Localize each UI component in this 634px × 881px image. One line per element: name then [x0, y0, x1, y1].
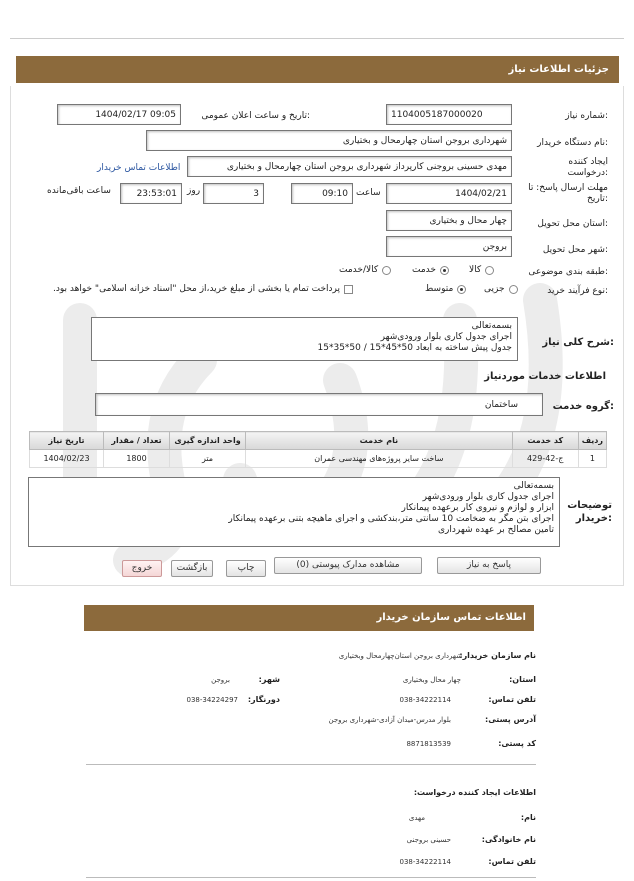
- service-group-label: گروه خدمت:: [552, 401, 614, 412]
- buyer-org-field: شهرداری بروجن استان چهارمحال و بختیاری: [146, 130, 512, 151]
- delivery-province-label: استان محل تحویل:: [537, 219, 608, 229]
- cell-unit: متر: [170, 450, 246, 468]
- page-header: جزئیات اطلاعات نیاز: [16, 56, 619, 83]
- bottom-divider: [86, 877, 536, 878]
- reply-button[interactable]: پاسخ به نیاز: [437, 557, 541, 574]
- table-row: [30, 450, 607, 468]
- buyer-notes-label-2: خریدار:: [575, 513, 612, 524]
- fax-value: 038-34224297: [186, 696, 238, 704]
- phone-label: تلفن تماس:: [488, 695, 536, 704]
- org-name-value: شهرداری بروجن استان‌چهارمحال و‌بختیاری: [338, 652, 462, 660]
- city-value: بروجن: [211, 676, 230, 684]
- requester-label-1: ایجاد کننده: [568, 157, 608, 167]
- goods-radio[interactable]: [485, 266, 494, 275]
- creator-name-label: نام:: [520, 813, 536, 822]
- requester-label-2: درخواست:: [567, 168, 608, 178]
- back-button[interactable]: بازگشت: [171, 560, 213, 577]
- province-label: استان:: [509, 675, 536, 684]
- category-option-goods[interactable]: کالا: [469, 265, 494, 275]
- requester-field: مهدی حسینی بروجنی کارپرداز شهرداری بروجن استان چهارمحال و بختیاری: [187, 156, 512, 177]
- col-service-name: نام خدمت: [246, 432, 513, 450]
- postal-code-label: کد پستی:: [498, 739, 536, 748]
- category-option-both[interactable]: کالا/خدمت: [339, 265, 391, 275]
- col-row: ردیف: [578, 432, 606, 450]
- cell-service-name: ساخت سایر پروژه‌های مهندسی عمران: [246, 450, 513, 468]
- creator-name-value: مهدی: [408, 814, 425, 822]
- city-label: شهر:: [258, 675, 280, 684]
- treasury-checkbox[interactable]: [344, 285, 353, 294]
- top-divider: [10, 38, 624, 39]
- print-button[interactable]: چاپ: [226, 560, 266, 577]
- postal-code-value: 8871813539: [406, 740, 451, 748]
- col-service-code: کد خدمت: [512, 432, 578, 450]
- deadline-day-label: روز: [187, 186, 201, 196]
- delivery-city-label: شهر محل تحویل:: [542, 245, 608, 255]
- contact-info-header: اطلاعات تماس سازمان خریدار: [84, 605, 534, 631]
- need-number-field: 1104005187000020: [386, 104, 512, 125]
- buyer-notes-label-1: توضیحات: [567, 500, 612, 511]
- service-radio[interactable]: [440, 266, 449, 275]
- deadline-time-field: 09:10: [291, 183, 353, 204]
- deadline-date-field: 1404/02/21: [386, 183, 512, 204]
- items-table-wrapper: [29, 431, 607, 468]
- org-name-label: نام سازمان خریدار:: [459, 651, 536, 660]
- cell-need-date: 1404/02/23: [30, 450, 104, 468]
- medium-radio[interactable]: [457, 285, 466, 294]
- deadline-days-field: 3: [203, 183, 264, 204]
- fax-label: دورنگار:: [247, 695, 280, 704]
- process-option-medium[interactable]: متوسط: [425, 284, 466, 294]
- cell-row: 1: [578, 450, 606, 468]
- treasury-payment-option[interactable]: پرداخت تمام یا بخشی از مبلغ خرید،از محل "اسناد خزانه اسلامی" خواهد بود.: [53, 284, 353, 294]
- remaining-time-field: 23:53:01: [120, 183, 182, 204]
- creator-info-title: اطلاعات ایجاد کننده درخواست:: [413, 788, 536, 797]
- cell-quantity: 1800: [104, 450, 170, 468]
- address-value: بلوار مدرس-میدان آزادی-شهرداری بروجن: [328, 716, 451, 724]
- services-section-title: اطلاعات خدمات موردنیاز: [484, 371, 606, 382]
- both-radio[interactable]: [382, 266, 391, 275]
- general-description-label: شرح کلی نیاز:: [542, 337, 614, 348]
- delivery-city-field: بروجن: [386, 236, 512, 257]
- exit-button[interactable]: خروج: [122, 560, 162, 577]
- minor-radio[interactable]: [509, 285, 518, 294]
- remaining-time-label: ساعت باقی‌مانده: [47, 186, 111, 196]
- creator-phone-label: تلفن تماس:: [488, 857, 536, 866]
- buyer-notes-box: بسمه‌تعالی اجرای جدول کاری بلوار ورودی‌شهر ابزار و لوازم و نیروی کار برعهده پیمانکار اجرای بتن مگر به ضخامت 10 سانتی متر،بندکشی و اجرای ماهیچه بتنی برعهده پیمانکار تامین مصالح بر عهده شهرداری: [28, 477, 560, 547]
- announce-datetime-field: 1404/02/17 09:05: [57, 104, 181, 125]
- buyer-contact-link[interactable]: اطلاعات تماس خریدار: [97, 163, 181, 173]
- purchase-process-label: نوع فرآیند خرید:: [547, 286, 608, 296]
- phone-value: 038-34222114: [399, 696, 451, 704]
- buyer-org-label: نام دستگاه خریدار:: [537, 138, 608, 148]
- items-table: [29, 431, 607, 468]
- address-label: آدرس پستی:: [485, 715, 536, 724]
- deadline-label-1: مهلت ارسال پاسخ: تا: [528, 183, 608, 193]
- general-description-box: بسمه‌تعالی اجرای جدول کاری بلوار ورودی‌شهر جدول پیش ساخته به ابعاد 50*45*15 / 50*35*15: [91, 317, 518, 361]
- col-quantity: تعداد / مقدار: [104, 432, 170, 450]
- category-option-service[interactable]: خدمت: [412, 265, 449, 275]
- creator-family-label: نام خانوادگی:: [481, 835, 536, 844]
- announce-datetime-label: تاریخ و ساعت اعلان عمومی:: [201, 111, 310, 121]
- col-unit: واحد اندازه گیری: [170, 432, 246, 450]
- delivery-province-field: چهار محال و بختیاری: [386, 210, 512, 231]
- view-documents-button[interactable]: مشاهده مدارک پیوستی (0): [274, 557, 422, 574]
- process-option-minor[interactable]: جزیی: [484, 284, 518, 294]
- category-label: طبقه بندی موضوعی:: [528, 267, 608, 277]
- need-number-label: شماره نیاز:: [565, 111, 608, 121]
- service-group-field: ساختمان: [95, 393, 543, 416]
- province-value: چهار محال وبختیاری: [402, 676, 461, 684]
- col-need-date: تاریخ نیاز: [30, 432, 104, 450]
- creator-family-value: حسینی بروجنی: [406, 836, 451, 844]
- cell-service-code: ج-42-429: [512, 450, 578, 468]
- deadline-time-label: ساعت: [356, 188, 381, 198]
- creator-phone-value: 038-34222114: [399, 858, 451, 866]
- contact-divider: [86, 764, 536, 765]
- deadline-label-2: تاریخ:: [587, 194, 608, 204]
